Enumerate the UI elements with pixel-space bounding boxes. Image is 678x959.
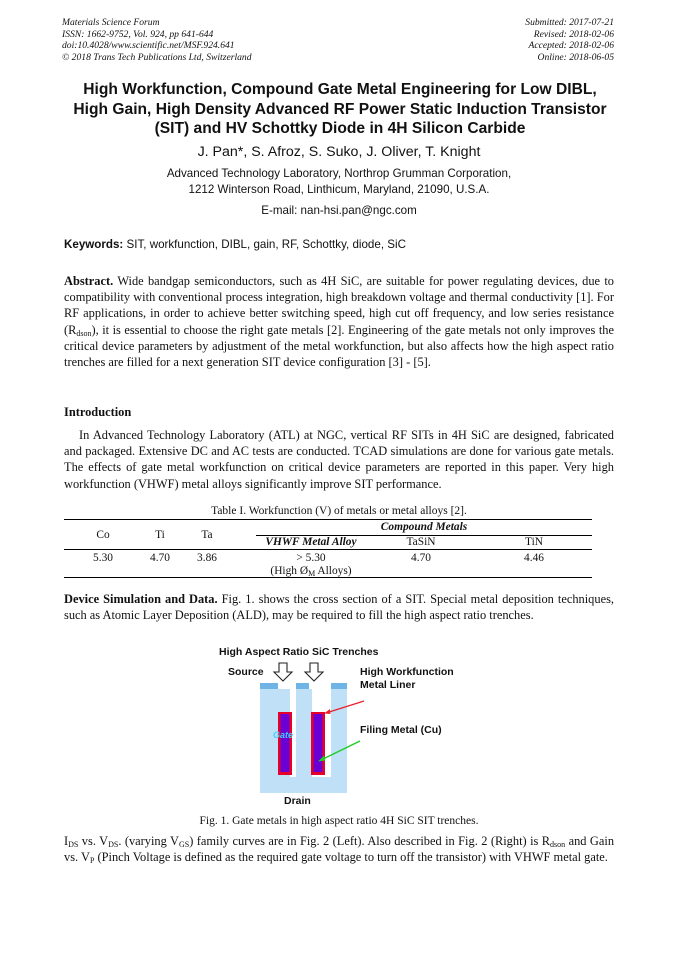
authors: J. Pan*, S. Afroz, S. Suko, J. Oliver, T. Knight <box>197 144 481 160</box>
device-paragraph <box>64 591 614 623</box>
text: (Pinch Voltage is defined as the required gate voltage to turn off the transistor) with VHWF metal gate. <box>94 850 608 865</box>
abstract-label: Abstract. <box>64 274 114 288</box>
trench-cross-section <box>212 643 492 813</box>
text: vs. V <box>78 834 109 848</box>
th-compound: Compound Metals <box>380 521 468 533</box>
title-line: High Workfunction, Compound Gate Metal Engineering for Low DIBL, <box>83 81 597 98</box>
table-caption: Table I. Workfunction (V) of metals or metal alloys [2]. <box>211 505 467 517</box>
journal-header <box>62 17 252 63</box>
keywords-text: SIT, workfunction, DIBL, gain, RF, Schottky, diode, SiC <box>123 238 406 251</box>
note-text: (High Ø <box>270 565 309 577</box>
td-ta: 3.86 <box>197 552 217 564</box>
abstract-text: Wide bandgap semiconductors, such as 4H SiC, are suitable for power regulating devices, due to compatibility with conventional process integration, high breakdown voltage and thermal conductivity [1]. For RF applications, in order to achieve better switching speed, high cut off frequency, and low series resistance (R <box>64 274 614 337</box>
subscript: dson <box>76 328 92 338</box>
device-label: Device Simulation and Data. <box>64 592 218 606</box>
td-co: 5.30 <box>93 552 113 564</box>
table-bottom-rule <box>64 577 592 578</box>
subscript: dson <box>550 840 566 849</box>
copyright: © 2018 Trans Tech Publications Ltd, Switzerland <box>62 51 252 63</box>
online-date: Online: 2018-06-05 <box>537 51 614 63</box>
subscript: DS <box>108 840 119 849</box>
table-top-rule <box>64 519 592 520</box>
source-contact <box>331 683 347 689</box>
gate-fill <box>314 714 323 772</box>
doi: doi:10.4028/www.scientific.net/MSF.924.641 <box>62 40 235 52</box>
text: ) family curves are in Fig. 2 (Left). Also described in Fig. 2 (Right) is R <box>189 834 551 848</box>
subscript: DS <box>68 840 79 849</box>
last-paragraph <box>64 833 614 865</box>
source-contact <box>296 683 309 689</box>
accepted-date: Accepted: 2018-02-06 <box>528 40 614 52</box>
th-ta: Ta <box>201 529 213 541</box>
device-text: Fig. 1. shows the cross section of a SIT. Special metal deposition techniques, such as Atomic Layer Deposition (ALD), may be required to fill the high aspect ratio trenches. <box>64 592 614 623</box>
figure-1 <box>212 643 492 813</box>
submitted-date: Submitted: 2017-07-21 <box>525 17 614 28</box>
th-co: Co <box>96 529 110 541</box>
table-header-rule <box>64 549 592 550</box>
down-arrow-icon <box>274 663 292 681</box>
th-tin: TiN <box>525 536 543 548</box>
gate-fill <box>281 714 290 772</box>
title-line: (SIT) and HV Schottky Diode in 4H Silicon Carbide <box>154 120 526 137</box>
intro-paragraph: In Advanced Technology Laboratory (ATL) at NGC, vertical RF SITs in 4H SiC are designed, fabricated and packaged. Extensive DC and AC tests are conducted. TCAD simulations are done for various gate metals. The effects of gate metal workfunction on critical device parameters are reported in this paper. Very high workfunction (VHWF) metal alloys significantly improve SIT performance. <box>64 428 614 491</box>
affiliation <box>0 166 678 198</box>
source-label: Source <box>228 666 264 678</box>
th-vhwf: VHWF Metal Alloy <box>265 536 357 548</box>
drain-label: Drain <box>284 795 311 807</box>
figure-caption: Fig. 1. Gate metals in high aspect ratio 4H SiC SIT trenches. <box>199 815 479 827</box>
text: . (varying V <box>118 834 179 848</box>
td-vhwf: > 5.30 <box>296 552 326 564</box>
filling-label: Filing Metal (Cu) <box>360 724 442 736</box>
affiliation-line: 1212 Winterson Road, Linthicum, Maryland, 21090, U.S.A. <box>188 183 490 196</box>
subscript: P <box>89 856 95 866</box>
source-contact <box>260 683 278 689</box>
intro-heading: Introduction <box>64 405 132 419</box>
td-tasin: 4.70 <box>411 552 431 564</box>
td-tin: 4.46 <box>524 552 544 564</box>
revised-date: Revised: 2018-02-06 <box>533 28 614 40</box>
down-arrow-icon <box>305 663 323 681</box>
subscript: M <box>308 569 316 578</box>
title-line: High Gain, High Density Advanced RF Power Static Induction Transistor <box>73 100 607 118</box>
text: I <box>64 834 69 848</box>
keywords-label: Keywords: <box>64 238 124 251</box>
abstract <box>64 273 614 370</box>
text: and Gain vs. V <box>64 834 615 865</box>
dates-header <box>525 17 614 63</box>
affiliation-line: Advanced Technology Laboratory, Northrop Grumman Corporation, <box>166 167 512 180</box>
email: E-mail: nan-hsi.pan@ngc.com <box>261 204 417 217</box>
subscript: GS <box>178 840 190 849</box>
liner-label-line: High Workfunction <box>360 666 454 678</box>
th-tasin: TaSiN <box>406 536 436 548</box>
liner-label-line: Metal Liner <box>360 679 416 691</box>
note-text: Alloys) <box>315 565 352 577</box>
gate-label: Gate <box>273 730 294 740</box>
red-arrowhead-icon <box>324 709 331 714</box>
figure-title: High Aspect Ratio SiC Trenches <box>219 646 379 658</box>
sic-bottom <box>260 777 347 793</box>
td-ti: 4.70 <box>150 552 170 564</box>
paper-title <box>40 80 640 139</box>
journal-name: Materials Science Forum <box>62 17 160 28</box>
issn: ISSN: 1662-9752, Vol. 924, pp 641-644 <box>62 28 214 40</box>
td-vhwf-note <box>256 565 366 577</box>
abstract-text: ), it is essential to choose the right gate metals [2]. Engineering of the gate metals not only improves the critical device parameters by adjustment of the metal workfunction, but also affects how the high aspect ratio trenches are filled for a next generation SIT device configuration [3] - [5]. <box>64 322 614 370</box>
th-ti: Ti <box>155 529 165 541</box>
keywords <box>64 238 406 251</box>
